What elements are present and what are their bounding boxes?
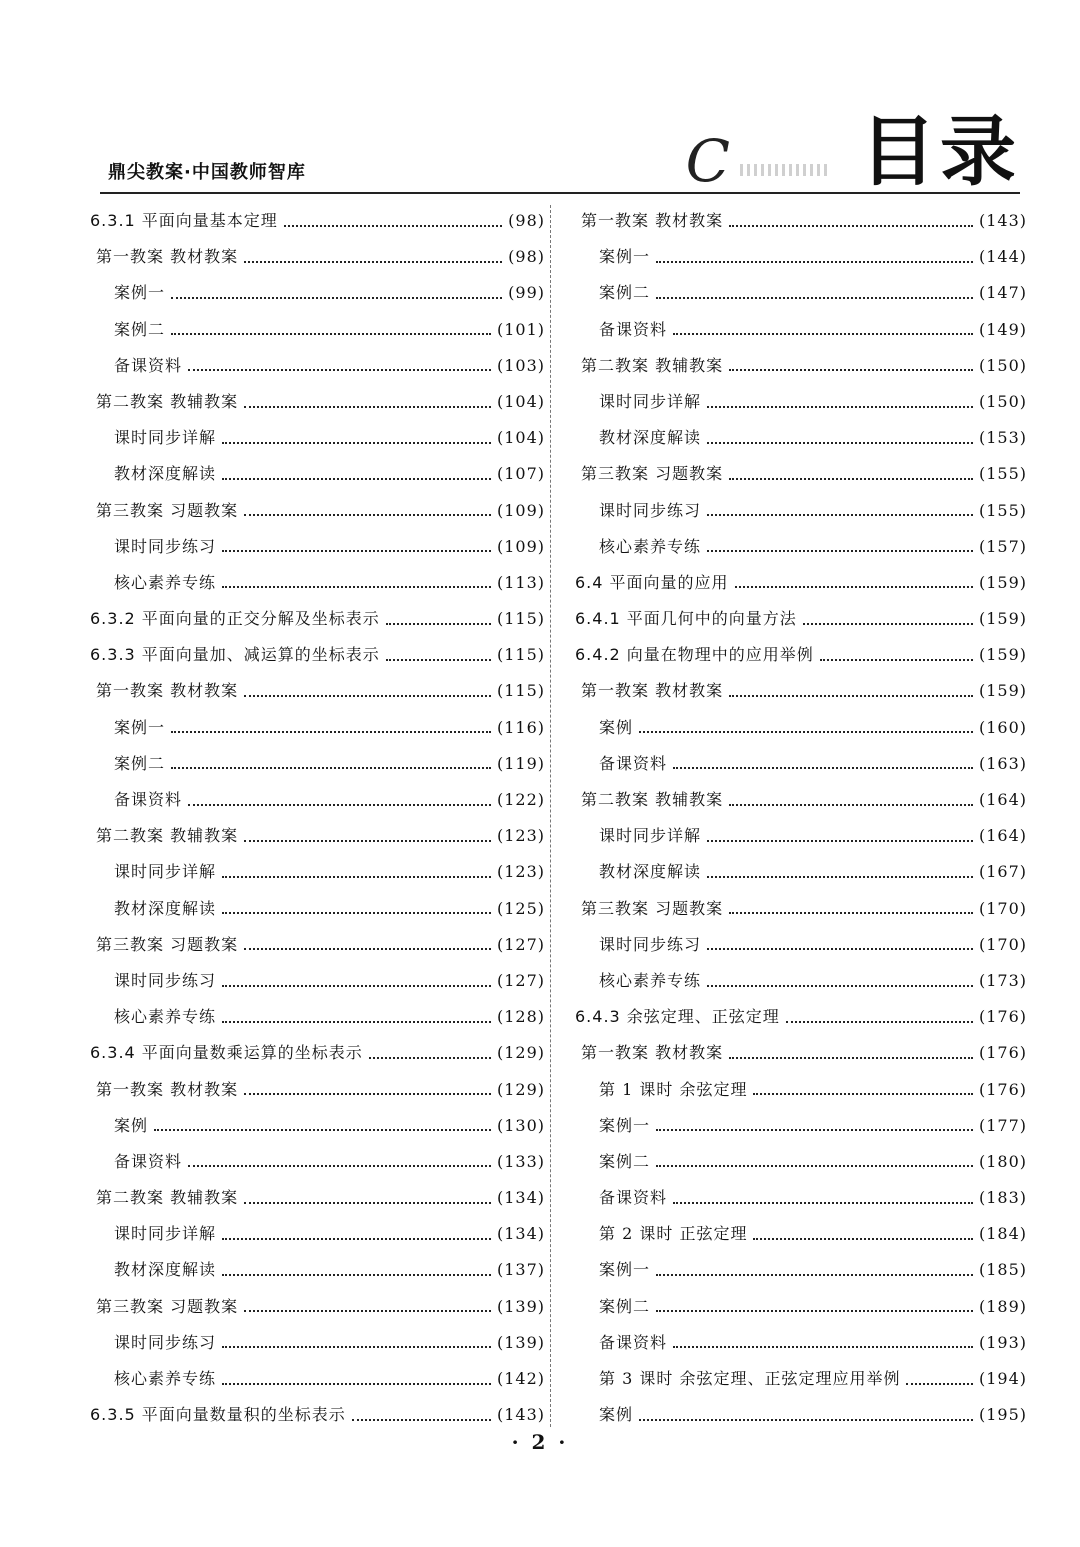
toc-entry-page: (159)	[978, 681, 1027, 701]
toc-dot-leader	[222, 1345, 491, 1348]
toc-entry-page: (184)	[978, 1224, 1027, 1244]
column-divider	[550, 205, 551, 1427]
toc-entry-title: 教材深度解读	[599, 862, 702, 882]
toc-entry-page: (107)	[496, 464, 545, 484]
toc-entry-page: (103)	[496, 355, 545, 375]
toc-entry[interactable]	[90, 203, 545, 239]
toc-entry-page: (176)	[978, 1043, 1027, 1063]
toc-entry-page: (115)	[496, 645, 545, 665]
toc-entry-title: 核心素养专练	[114, 1007, 217, 1027]
toc-entry-page: (142)	[496, 1369, 545, 1388]
toc-entry-title: 教材深度解读	[114, 1260, 217, 1280]
toc-entry-title: 教材深度解读	[599, 428, 702, 448]
toc-entry-page: (180)	[978, 1151, 1027, 1171]
toc-entry[interactable]	[575, 239, 1027, 275]
toc-entry-page: (160)	[978, 717, 1027, 737]
toc-entry[interactable]	[575, 673, 1027, 709]
toc-entry-title: 备课资料	[599, 319, 668, 339]
toc-dot-leader	[244, 947, 491, 950]
toc-entry[interactable]	[90, 999, 545, 1035]
toc-entry[interactable]	[575, 963, 1027, 999]
toc-entry[interactable]	[90, 673, 545, 709]
toc-entry-title: 第二教案 教辅教案	[96, 1188, 239, 1208]
toc-entry[interactable]	[90, 1216, 545, 1252]
toc-entry-page: (150)	[978, 355, 1027, 375]
toc-dot-leader	[673, 1345, 973, 1348]
toc-dot-leader	[222, 549, 491, 552]
toc-entry-title: 第一教案 教材教案	[581, 681, 724, 701]
toc-entry-title: 教材深度解读	[114, 464, 217, 484]
toc-dot-leader	[386, 622, 491, 625]
page-title: 目录	[860, 107, 1020, 196]
logo-c-icon: C	[685, 127, 730, 195]
toc-entry-title: 6.4.2 向量在物理中的应用举例	[575, 645, 814, 665]
toc-entry-title: 第二教案 教辅教案	[96, 826, 239, 846]
toc-dot-leader	[171, 766, 491, 769]
toc-entry-page: (127)	[496, 970, 545, 990]
toc-entry[interactable]	[575, 1361, 1027, 1397]
toc-entry-title: 第一教案 教材教案	[581, 1043, 724, 1063]
toc-dot-leader	[803, 622, 973, 625]
toc-dot-leader	[707, 549, 973, 552]
toc-entry-page: (147)	[978, 283, 1027, 303]
toc-entry-title: 备课资料	[114, 790, 183, 809]
toc-entry[interactable]	[90, 891, 545, 927]
toc-entry-page: (159)	[978, 645, 1027, 665]
toc-dot-leader	[656, 260, 973, 263]
toc-entry-page: (137)	[496, 1260, 545, 1280]
toc-entry-title: 案例一	[599, 247, 651, 267]
toc-entry[interactable]	[90, 529, 545, 565]
toc-entry[interactable]	[90, 927, 545, 963]
toc-dot-leader	[222, 875, 491, 878]
toc-entry-page: (104)	[496, 428, 545, 448]
toc-entry[interactable]	[90, 1035, 545, 1071]
toc-entry-title: 备课资料	[114, 355, 183, 375]
toc-entry[interactable]	[575, 384, 1027, 420]
toc-entry-page: (164)	[978, 790, 1027, 809]
toc-entry-page: (115)	[496, 681, 545, 701]
toc-dot-leader	[171, 332, 491, 335]
page-number: · 2 ·	[511, 1430, 569, 1454]
toc-dot-leader	[673, 332, 973, 335]
toc-entry-title: 案例	[599, 717, 634, 737]
toc-entry[interactable]	[575, 710, 1027, 746]
toc-entry[interactable]	[90, 637, 545, 673]
toc-entry[interactable]	[90, 1361, 545, 1397]
toc-dot-leader	[222, 441, 491, 444]
toc-dot-leader	[729, 911, 973, 914]
toc-entry[interactable]	[575, 1289, 1027, 1325]
toc-entry[interactable]	[575, 1180, 1027, 1216]
toc-entry-title: 课时同步详解	[114, 862, 217, 882]
toc-dot-leader	[244, 513, 491, 516]
toc-dot-leader	[656, 1309, 973, 1312]
toc-entry[interactable]	[90, 1252, 545, 1288]
toc-dot-leader	[244, 1092, 491, 1095]
toc-entry[interactable]	[575, 420, 1027, 456]
toc-entry-title: 6.3.3 平面向量加、减运算的坐标表示	[90, 645, 380, 665]
toc-entry-page: (101)	[496, 319, 545, 339]
toc-entry-page: (157)	[978, 536, 1027, 556]
toc-dot-leader	[820, 658, 973, 661]
toc-entry-page: (163)	[978, 753, 1027, 773]
toc-entry-page: (119)	[496, 753, 545, 773]
toc-entry-title: 6.4 平面向量的应用	[575, 572, 729, 592]
toc-entry-page: (185)	[978, 1260, 1027, 1280]
toc-entry[interactable]	[575, 854, 1027, 890]
toc-entry-page: (104)	[496, 391, 545, 411]
toc-entry-title: 第 1 课时 余弦定理	[599, 1079, 748, 1099]
toc-entry[interactable]	[90, 384, 545, 420]
toc-entry[interactable]	[90, 1144, 545, 1180]
toc-entry-title: 第二教案 教辅教案	[581, 355, 724, 375]
toc-dot-leader	[222, 984, 491, 987]
toc-entry-page: (130)	[496, 1115, 545, 1135]
toc-entry[interactable]	[90, 1397, 545, 1433]
toc-entry-title: 第一教案 教材教案	[581, 211, 724, 230]
toc-entry[interactable]	[575, 275, 1027, 311]
toc-entry[interactable]	[90, 1325, 545, 1361]
toc-entry-title: 6.3.2 平面向量的正交分解及坐标表示	[90, 609, 380, 629]
toc-dot-leader	[222, 1020, 491, 1023]
toc-entry[interactable]	[575, 1325, 1027, 1361]
toc-entry-title: 核心素养专练	[599, 536, 702, 556]
toc-entry-page: (144)	[978, 247, 1027, 267]
toc-dot-leader	[656, 1273, 973, 1276]
toc-entry[interactable]	[90, 854, 545, 890]
toc-entry[interactable]	[90, 1289, 545, 1325]
toc-dot-leader	[639, 730, 973, 733]
toc-entry[interactable]	[575, 999, 1027, 1035]
toc-right-column	[575, 203, 1027, 1433]
toc-entry[interactable]	[90, 493, 545, 529]
toc-entry-page: (149)	[978, 319, 1027, 339]
toc-entry-title: 课时同步练习	[114, 536, 217, 556]
toc-entry-title: 核心素养专练	[114, 1369, 217, 1388]
toc-entry[interactable]	[575, 637, 1027, 673]
toc-entry-title: 案例	[599, 1405, 634, 1425]
toc-dot-leader	[222, 911, 491, 914]
toc-entry[interactable]	[90, 818, 545, 854]
toc-entry-title: 第 2 课时 正弦定理	[599, 1224, 748, 1244]
toc-entry-page: (155)	[978, 464, 1027, 484]
toc-entry-page: (143)	[496, 1405, 545, 1425]
toc-entry[interactable]	[90, 601, 545, 637]
toc-entry[interactable]	[575, 1035, 1027, 1071]
toc-entry-page: (116)	[496, 717, 545, 737]
toc-entry-title: 第三教案 习题教案	[581, 898, 724, 918]
toc-entry-page: (99)	[508, 283, 545, 303]
toc-entry-page: (159)	[978, 609, 1027, 629]
toc-entry[interactable]	[575, 203, 1027, 239]
toc-entry-title: 第三教案 习题教案	[96, 500, 239, 520]
toc-entry-page: (139)	[496, 1332, 545, 1352]
toc-dot-leader	[906, 1382, 973, 1385]
toc-entry[interactable]	[575, 746, 1027, 782]
toc-entry-title: 课时同步练习	[599, 934, 702, 954]
toc-dot-leader	[171, 296, 502, 299]
toc-entry[interactable]	[575, 891, 1027, 927]
toc-entry-title: 案例一	[599, 1260, 651, 1280]
toc-entry-title: 6.3.5 平面向量数量积的坐标表示	[90, 1405, 346, 1425]
toc-entry-page: (164)	[978, 826, 1027, 846]
toc-dot-leader	[729, 224, 973, 227]
toc-dot-leader	[786, 1020, 973, 1023]
series-name: 鼎尖教案·中国教师智库	[108, 162, 306, 183]
toc-entry-title: 课时同步练习	[599, 500, 702, 520]
toc-entry-page: (194)	[978, 1369, 1027, 1388]
toc-dot-leader	[729, 368, 973, 371]
toc-dot-leader	[244, 694, 491, 697]
toc-dot-leader	[729, 477, 973, 480]
toc-entry-page: (150)	[978, 391, 1027, 411]
toc-entry-title: 案例一	[114, 283, 166, 303]
toc-entry-title: 第三教案 习题教案	[581, 464, 724, 484]
toc-entry-page: (98)	[508, 247, 545, 267]
toc-dot-leader	[188, 1164, 491, 1167]
toc-entry[interactable]	[90, 963, 545, 999]
toc-entry-page: (133)	[496, 1151, 545, 1171]
toc-dot-leader	[222, 1237, 491, 1240]
toc-dot-leader	[656, 1128, 973, 1131]
toc-entry[interactable]	[575, 312, 1027, 348]
toc-dot-leader	[154, 1128, 491, 1131]
toc-entry-page: (127)	[496, 934, 545, 954]
toc-dot-leader	[244, 1309, 491, 1312]
toc-entry[interactable]	[575, 529, 1027, 565]
toc-entry-title: 6.3.1 平面向量基本定理	[90, 211, 278, 230]
toc-dot-leader	[673, 1201, 973, 1204]
toc-entry[interactable]	[575, 1072, 1027, 1108]
toc-entry[interactable]	[90, 565, 545, 601]
toc-dot-leader	[244, 1201, 491, 1204]
toc-entry[interactable]	[90, 239, 545, 275]
toc-entry-page: (128)	[496, 1007, 545, 1027]
toc-entry-title: 备课资料	[599, 1332, 668, 1352]
toc-entry-title: 课时同步详解	[114, 1224, 217, 1244]
toc-dot-leader	[707, 839, 973, 842]
toc-entry-title: 第 3 课时 余弦定理、正弦定理应用举例	[599, 1369, 901, 1388]
toc-entry[interactable]	[575, 1144, 1027, 1180]
toc-entry-title: 第一教案 教材教案	[96, 681, 239, 701]
toc-entry-title: 6.4.3 余弦定理、正弦定理	[575, 1007, 780, 1027]
toc-entry[interactable]	[575, 1216, 1027, 1252]
toc-dot-leader	[673, 766, 973, 769]
toc-entry-page: (134)	[496, 1224, 545, 1244]
toc-dot-leader	[222, 1273, 491, 1276]
toc-entry-title: 案例一	[599, 1115, 651, 1135]
toc-entry-page: (189)	[978, 1296, 1027, 1316]
toc-entry-page: (143)	[978, 211, 1027, 230]
toc-entry[interactable]	[575, 818, 1027, 854]
toc-dot-leader	[639, 1418, 973, 1421]
toc-entry-title: 第一教案 教材教案	[96, 247, 239, 267]
toc-dot-leader	[729, 803, 973, 806]
toc-entry-title: 课时同步练习	[114, 970, 217, 990]
toc-entry-title: 案例二	[114, 319, 166, 339]
toc-entry-title: 核心素养专练	[114, 572, 217, 592]
toc-entry-title: 案例二	[599, 1151, 651, 1171]
toc-entry-page: (173)	[978, 970, 1027, 990]
toc-entry-title: 第二教案 教辅教案	[581, 790, 724, 809]
toc-entry-page: (195)	[978, 1405, 1027, 1425]
toc-dot-leader	[735, 585, 973, 588]
toc-dot-leader	[284, 224, 502, 227]
toc-entry[interactable]	[575, 565, 1027, 601]
toc-entry-page: (98)	[508, 211, 545, 230]
toc-entry-title: 案例二	[114, 753, 166, 773]
toc-entry[interactable]	[90, 312, 545, 348]
toc-entry-title: 第二教案 教辅教案	[96, 391, 239, 411]
toc-entry-page: (167)	[978, 862, 1027, 882]
toc-dot-leader	[244, 260, 502, 263]
toc-dot-leader	[707, 405, 973, 408]
toc-entry-page: (129)	[496, 1079, 545, 1099]
toc-entry[interactable]	[90, 348, 545, 384]
toc-entry-page: (176)	[978, 1007, 1027, 1027]
toc-dot-leader	[656, 1164, 973, 1167]
toc-entry[interactable]	[90, 746, 545, 782]
toc-entry-page: (125)	[496, 898, 545, 918]
toc-entry[interactable]	[575, 1252, 1027, 1288]
toc-entry-title: 第三教案 习题教案	[96, 1296, 239, 1316]
toc-dot-leader	[707, 947, 973, 950]
logo-decoration	[740, 164, 830, 176]
toc-entry-title: 第三教案 习题教案	[96, 934, 239, 954]
toc-entry[interactable]	[90, 782, 545, 818]
toc-entry-page: (123)	[496, 862, 545, 882]
toc-entry-page: (170)	[978, 898, 1027, 918]
toc-dot-leader	[222, 585, 491, 588]
toc-entry-page: (153)	[978, 428, 1027, 448]
toc-dot-leader	[188, 368, 491, 371]
toc-entry[interactable]	[90, 710, 545, 746]
toc-entry[interactable]	[90, 420, 545, 456]
toc-entry[interactable]	[90, 1108, 545, 1144]
toc-entry-page: (139)	[496, 1296, 545, 1316]
toc-entry[interactable]	[90, 1072, 545, 1108]
toc-entry-title: 案例二	[599, 1296, 651, 1316]
toc-entry-title: 备课资料	[599, 1188, 668, 1208]
toc-entry-title: 备课资料	[114, 1151, 183, 1171]
toc-dot-leader	[707, 513, 973, 516]
toc-entry-title: 案例二	[599, 283, 651, 303]
toc-entry[interactable]	[575, 1397, 1027, 1433]
toc-entry-title: 课时同步详解	[599, 826, 702, 846]
toc-entry-page: (134)	[496, 1188, 545, 1208]
toc-dot-leader	[656, 296, 973, 299]
toc-entry-page: (113)	[496, 572, 545, 592]
toc-dot-leader	[707, 441, 973, 444]
toc-dot-leader	[753, 1237, 973, 1240]
toc-dot-leader	[369, 1056, 491, 1059]
toc-entry-title: 案例	[114, 1115, 149, 1135]
toc-entry-page: (109)	[496, 500, 545, 520]
toc-entry-title: 第一教案 教材教案	[96, 1079, 239, 1099]
toc-entry[interactable]	[90, 275, 545, 311]
toc-entry[interactable]	[90, 456, 545, 492]
toc-entry-page: (159)	[978, 572, 1027, 592]
toc-dot-leader	[386, 658, 491, 661]
toc-entry[interactable]	[575, 348, 1027, 384]
toc-entry-page: (109)	[496, 536, 545, 556]
toc-entry-title: 课时同步详解	[599, 391, 702, 411]
toc-entry-page: (129)	[496, 1043, 545, 1063]
toc-left-column	[90, 203, 545, 1433]
toc-dot-leader	[188, 803, 491, 806]
toc-dot-leader	[244, 839, 491, 842]
toc-entry-page: (122)	[496, 790, 545, 809]
toc-dot-leader	[729, 1056, 973, 1059]
toc-entry[interactable]	[575, 782, 1027, 818]
toc-dot-leader	[729, 694, 973, 697]
page-header	[100, 100, 1020, 194]
toc-entry[interactable]	[575, 456, 1027, 492]
toc-dot-leader	[222, 477, 491, 480]
toc-entry-page: (170)	[978, 934, 1027, 954]
toc-entry-page: (176)	[978, 1079, 1027, 1099]
toc-entry[interactable]	[575, 493, 1027, 529]
toc-dot-leader	[222, 1382, 491, 1385]
toc-entry-page: (193)	[978, 1332, 1027, 1352]
toc-entry[interactable]	[575, 601, 1027, 637]
toc-entry[interactable]	[575, 927, 1027, 963]
toc-entry-title: 6.3.4 平面向量数乘运算的坐标表示	[90, 1043, 363, 1063]
toc-entry[interactable]	[90, 1180, 545, 1216]
toc-entry-title: 6.4.1 平面几何中的向量方法	[575, 609, 797, 629]
toc-entry-page: (155)	[978, 500, 1027, 520]
toc-entry-title: 课时同步练习	[114, 1332, 217, 1352]
toc-entry-title: 案例一	[114, 717, 166, 737]
toc-entry-page: (177)	[978, 1115, 1027, 1135]
toc-entry-title: 核心素养专练	[599, 970, 702, 990]
toc-dot-leader	[707, 875, 973, 878]
toc-dot-leader	[171, 730, 491, 733]
toc-dot-leader	[707, 984, 973, 987]
toc-entry-page: (115)	[496, 609, 545, 629]
toc-entry-title: 备课资料	[599, 753, 668, 773]
toc-entry-title: 教材深度解读	[114, 898, 217, 918]
toc-dot-leader	[244, 405, 491, 408]
toc-entry[interactable]	[575, 1108, 1027, 1144]
toc-dot-leader	[753, 1092, 973, 1095]
toc-dot-leader	[352, 1418, 491, 1421]
toc-entry-page: (183)	[978, 1188, 1027, 1208]
toc-entry-title: 课时同步详解	[114, 428, 217, 448]
toc-entry-page: (123)	[496, 826, 545, 846]
